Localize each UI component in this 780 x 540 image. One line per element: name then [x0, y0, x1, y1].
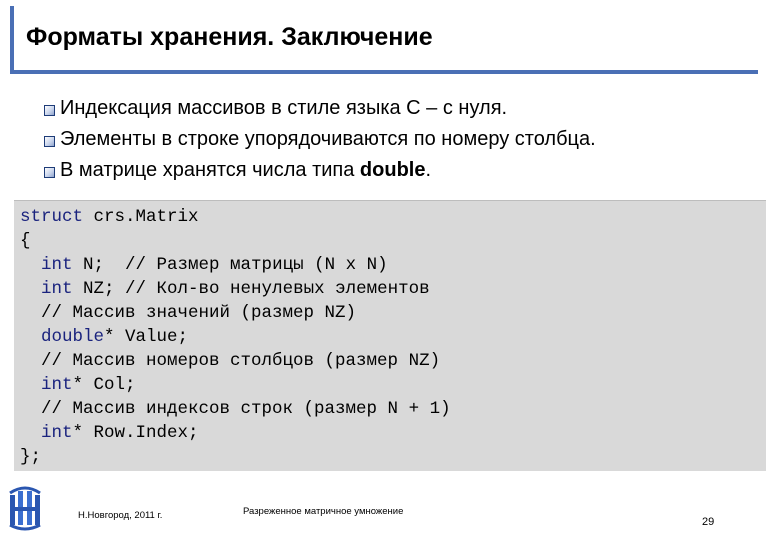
- code-text: {: [20, 231, 31, 251]
- code-text: * Row.Index;: [72, 423, 199, 443]
- code-text: * Value;: [104, 327, 189, 347]
- page-number: 29: [702, 516, 715, 528]
- bullet-text: Элементы в строке упорядочиваются по номеру столбца.: [60, 128, 596, 150]
- code-keyword: int: [41, 375, 73, 395]
- bullet-suffix: .: [425, 159, 432, 181]
- code-listing: [20, 205, 451, 469]
- bullet-bold-word: double: [359, 159, 426, 181]
- code-comment: // Массив номеров столбцов (размер NZ): [20, 351, 441, 371]
- slide-title: Форматы хранения. Заключение: [26, 23, 433, 51]
- footer-location: Н.Новгород, 2011 г.: [78, 510, 163, 521]
- code-keyword: int: [41, 279, 73, 299]
- code-keyword: int: [41, 423, 73, 443]
- code-text: * Col;: [72, 375, 136, 395]
- code-comment: // Массив индексов строк (размер N + 1): [20, 399, 451, 419]
- bullet-list: [60, 93, 596, 186]
- code-text: N; // Размер матрицы (N x N): [72, 255, 388, 275]
- code-indent: [20, 375, 41, 395]
- bullet-text: Индексация массивов в стиле языка С – с нуля.: [60, 97, 508, 119]
- code-text: };: [20, 447, 42, 467]
- square-bullet-icon: [44, 136, 55, 147]
- code-text: NZ; // Кол-во ненулевых элементов: [72, 279, 430, 299]
- bullet-item: [60, 124, 596, 155]
- bullet-item: [60, 93, 596, 124]
- code-indent: [20, 279, 41, 299]
- unn-logo-icon: [4, 481, 46, 533]
- code-indent: [20, 423, 41, 443]
- square-bullet-icon: [44, 105, 55, 116]
- footer-topic: Разреженное матричное умножение: [243, 506, 404, 517]
- code-keyword: struct: [20, 207, 84, 227]
- code-indent: [20, 255, 41, 275]
- code-keyword: double: [41, 327, 105, 347]
- code-keyword: int: [41, 255, 73, 275]
- code-text: crs.Matrix: [83, 207, 199, 227]
- code-indent: [20, 327, 41, 347]
- code-comment: // Массив значений (размер NZ): [20, 303, 357, 323]
- bullet-text: В матрице хранятся числа типа: [60, 159, 360, 181]
- bullet-item: [60, 155, 596, 186]
- square-bullet-icon: [44, 167, 55, 178]
- code-block: [14, 200, 766, 471]
